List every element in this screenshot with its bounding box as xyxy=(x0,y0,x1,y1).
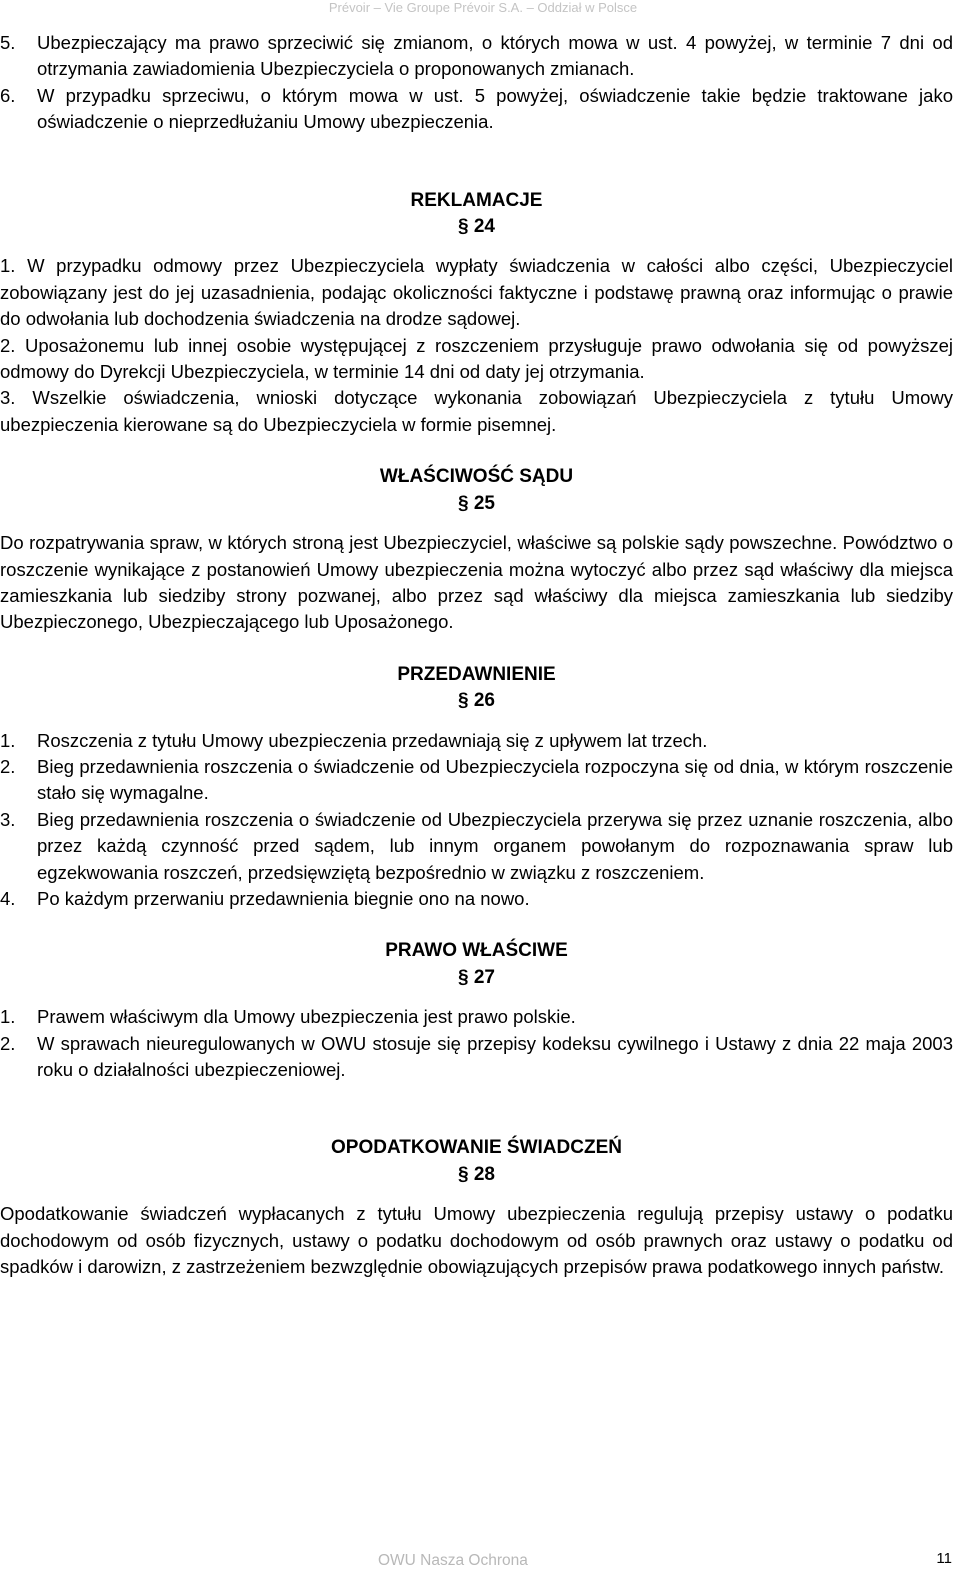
list-item-text: Prawem właściwym dla Umowy ubezpieczenia jest prawo polskie. xyxy=(37,1006,576,1028)
list-item-text: Bieg przedawnienia roszczenia o świadczenie od Ubezpieczyciela rozpoczyna się od dnia, w którym roszczenie stało się wymagalne. xyxy=(37,755,953,804)
list-item-number: 5. xyxy=(0,32,16,53)
list-item-number: 4. xyxy=(0,887,16,909)
section-title: OPODATKOWANIE ŚWIADCZEŃ xyxy=(331,1137,622,1159)
list-item xyxy=(0,728,953,754)
footer-title: OWU Nasza Ochrona xyxy=(378,1552,528,1569)
list-item-number: 2. xyxy=(0,334,16,356)
document-body xyxy=(0,30,953,1280)
list-item xyxy=(0,1004,953,1030)
list-item-number: 2. xyxy=(0,755,16,777)
list-item-text: W przypadku odmowy przez Ubezpieczyciela wypłaty świadczenia w całości albo części, Ubezpieczyciel zobowiązany jest do jej uzasadnienia, podając okoliczności faktyczne i podstawę prawną oraz informując o prawie do odwołania lub dochodzenia świadczenia na drodze sądowej. xyxy=(0,255,953,330)
list-item xyxy=(0,807,953,886)
section-paragraph: Opodatkowanie świadczeń wypłacanych z tytułu Umowy ubezpieczenia regulują przepisy ustawy o podatku dochodowym od osób fizycznych, ustawy o podatku dochodowym od osób prawnych oraz ustawy o podatku od spadków i darowizn, z zastrzeżeniem bezwzględnie obowiązujących przepisów prawa podatkowego innych państw. xyxy=(0,1203,953,1278)
list-item-text: Po każdym przerwaniu przedawnienia biegnie ono na nowo. xyxy=(37,887,530,909)
list-item xyxy=(0,886,953,912)
list-item-number: 1. xyxy=(0,729,16,751)
list-item-text: Roszczenia z tytułu Umowy ubezpieczenia przedawniają się z upływem lat trzech. xyxy=(37,729,708,751)
section-paragraph: Do rozpatrywania spraw, w których stroną jest Ubezpieczyciel, właściwe są polskie sądy powszechne. Powództwo o roszczenie wynikające z postanowień Umowy ubezpieczenia można wytoczyć albo przez sąd właściwy dla miejsca zamieszkania lub siedziby strony pozwanej, albo przez sąd właściwy dla miejsca zamieszkania lub siedziby Ubezpieczonego, Ubezpieczającego lub Uposażonego. xyxy=(0,532,953,633)
list-item-number: 3. xyxy=(0,387,16,409)
list-item xyxy=(0,333,953,386)
list-item-number: 6. xyxy=(0,84,16,106)
list-item-text: Uposażonemu lub innej osobie występującej z roszczeniem przysługuje prawo odwołania się od powyższej odmowy do Dyrekcji Ubezpieczyciela, w terminie 14 dni od daty jej otrzymania. xyxy=(0,334,954,383)
list-item-text: Bieg przedawnienia roszczenia o świadczenie od Ubezpieczyciela przerywa się przez uznanie roszczenia, albo przez każdą czynność przed sądem, lub innym organem powołanym do rozpoznawania spraw lub egzekwowania roszczeń, przedsięwziętą bezpośrednio w związku z roszczeniem. xyxy=(37,808,953,883)
list-item-number: 1. xyxy=(0,255,16,277)
list-item xyxy=(0,83,953,136)
page-number: 11 xyxy=(936,1550,952,1567)
list-item-text: Ubezpieczający ma prawo sprzeciwić się zmianom, o których mowa w ust. 4 powyżej, w terminie 7 dni od otrzymania zawiadomienia Ubezpieczyciela o proponowanych zmianach. xyxy=(37,32,953,80)
list-item-number: 2. xyxy=(0,1032,16,1054)
list-item-text: W przypadku sprzeciwu, o którym mowa w ust. 5 powyżej, oświadczenie takie będzie traktowane jako oświadczenie o nieprzedłużaniu Umowy ubezpieczenia. xyxy=(37,84,953,133)
list-item xyxy=(0,1031,953,1084)
list-item-text: Wszelkie oświadczenia, wnioski dotyczące wykonania zobowiązań Ubezpieczyciela z tytułu Umowy ubezpieczenia kierowane są do Ubezpieczyciela w formie pisemnej. xyxy=(0,387,953,435)
list-item xyxy=(0,754,953,807)
list-item xyxy=(0,253,953,332)
list-item-number: 3. xyxy=(0,808,16,830)
section-number: § 26 xyxy=(458,690,495,712)
section-title: WŁAŚCIWOŚĆ SĄDU xyxy=(379,466,574,488)
page-header: Prévoir – Vie Groupe Prévoir S.A. – Oddział w Polsce xyxy=(328,0,638,15)
list-item xyxy=(0,385,953,438)
section-title: PRZEDAWNIENIE xyxy=(397,663,556,685)
section-number: § 28 xyxy=(458,1163,495,1185)
list-item xyxy=(0,30,953,83)
section-number: § 24 xyxy=(458,216,495,238)
list-item-text: W sprawach nieuregulowanych w OWU stosuje się przepisy kodeksu cywilnego i Ustawy z dnia 22 maja 2003 roku o działalności ubezpieczeniowej. xyxy=(37,1032,953,1080)
list-item-number: 1. xyxy=(0,1006,16,1028)
section-number: § 25 xyxy=(458,492,495,514)
section-number: § 27 xyxy=(458,966,495,988)
section-title: REKLAMACJE xyxy=(410,189,543,211)
section-title: PRAWO WŁAŚCIWE xyxy=(385,940,568,962)
